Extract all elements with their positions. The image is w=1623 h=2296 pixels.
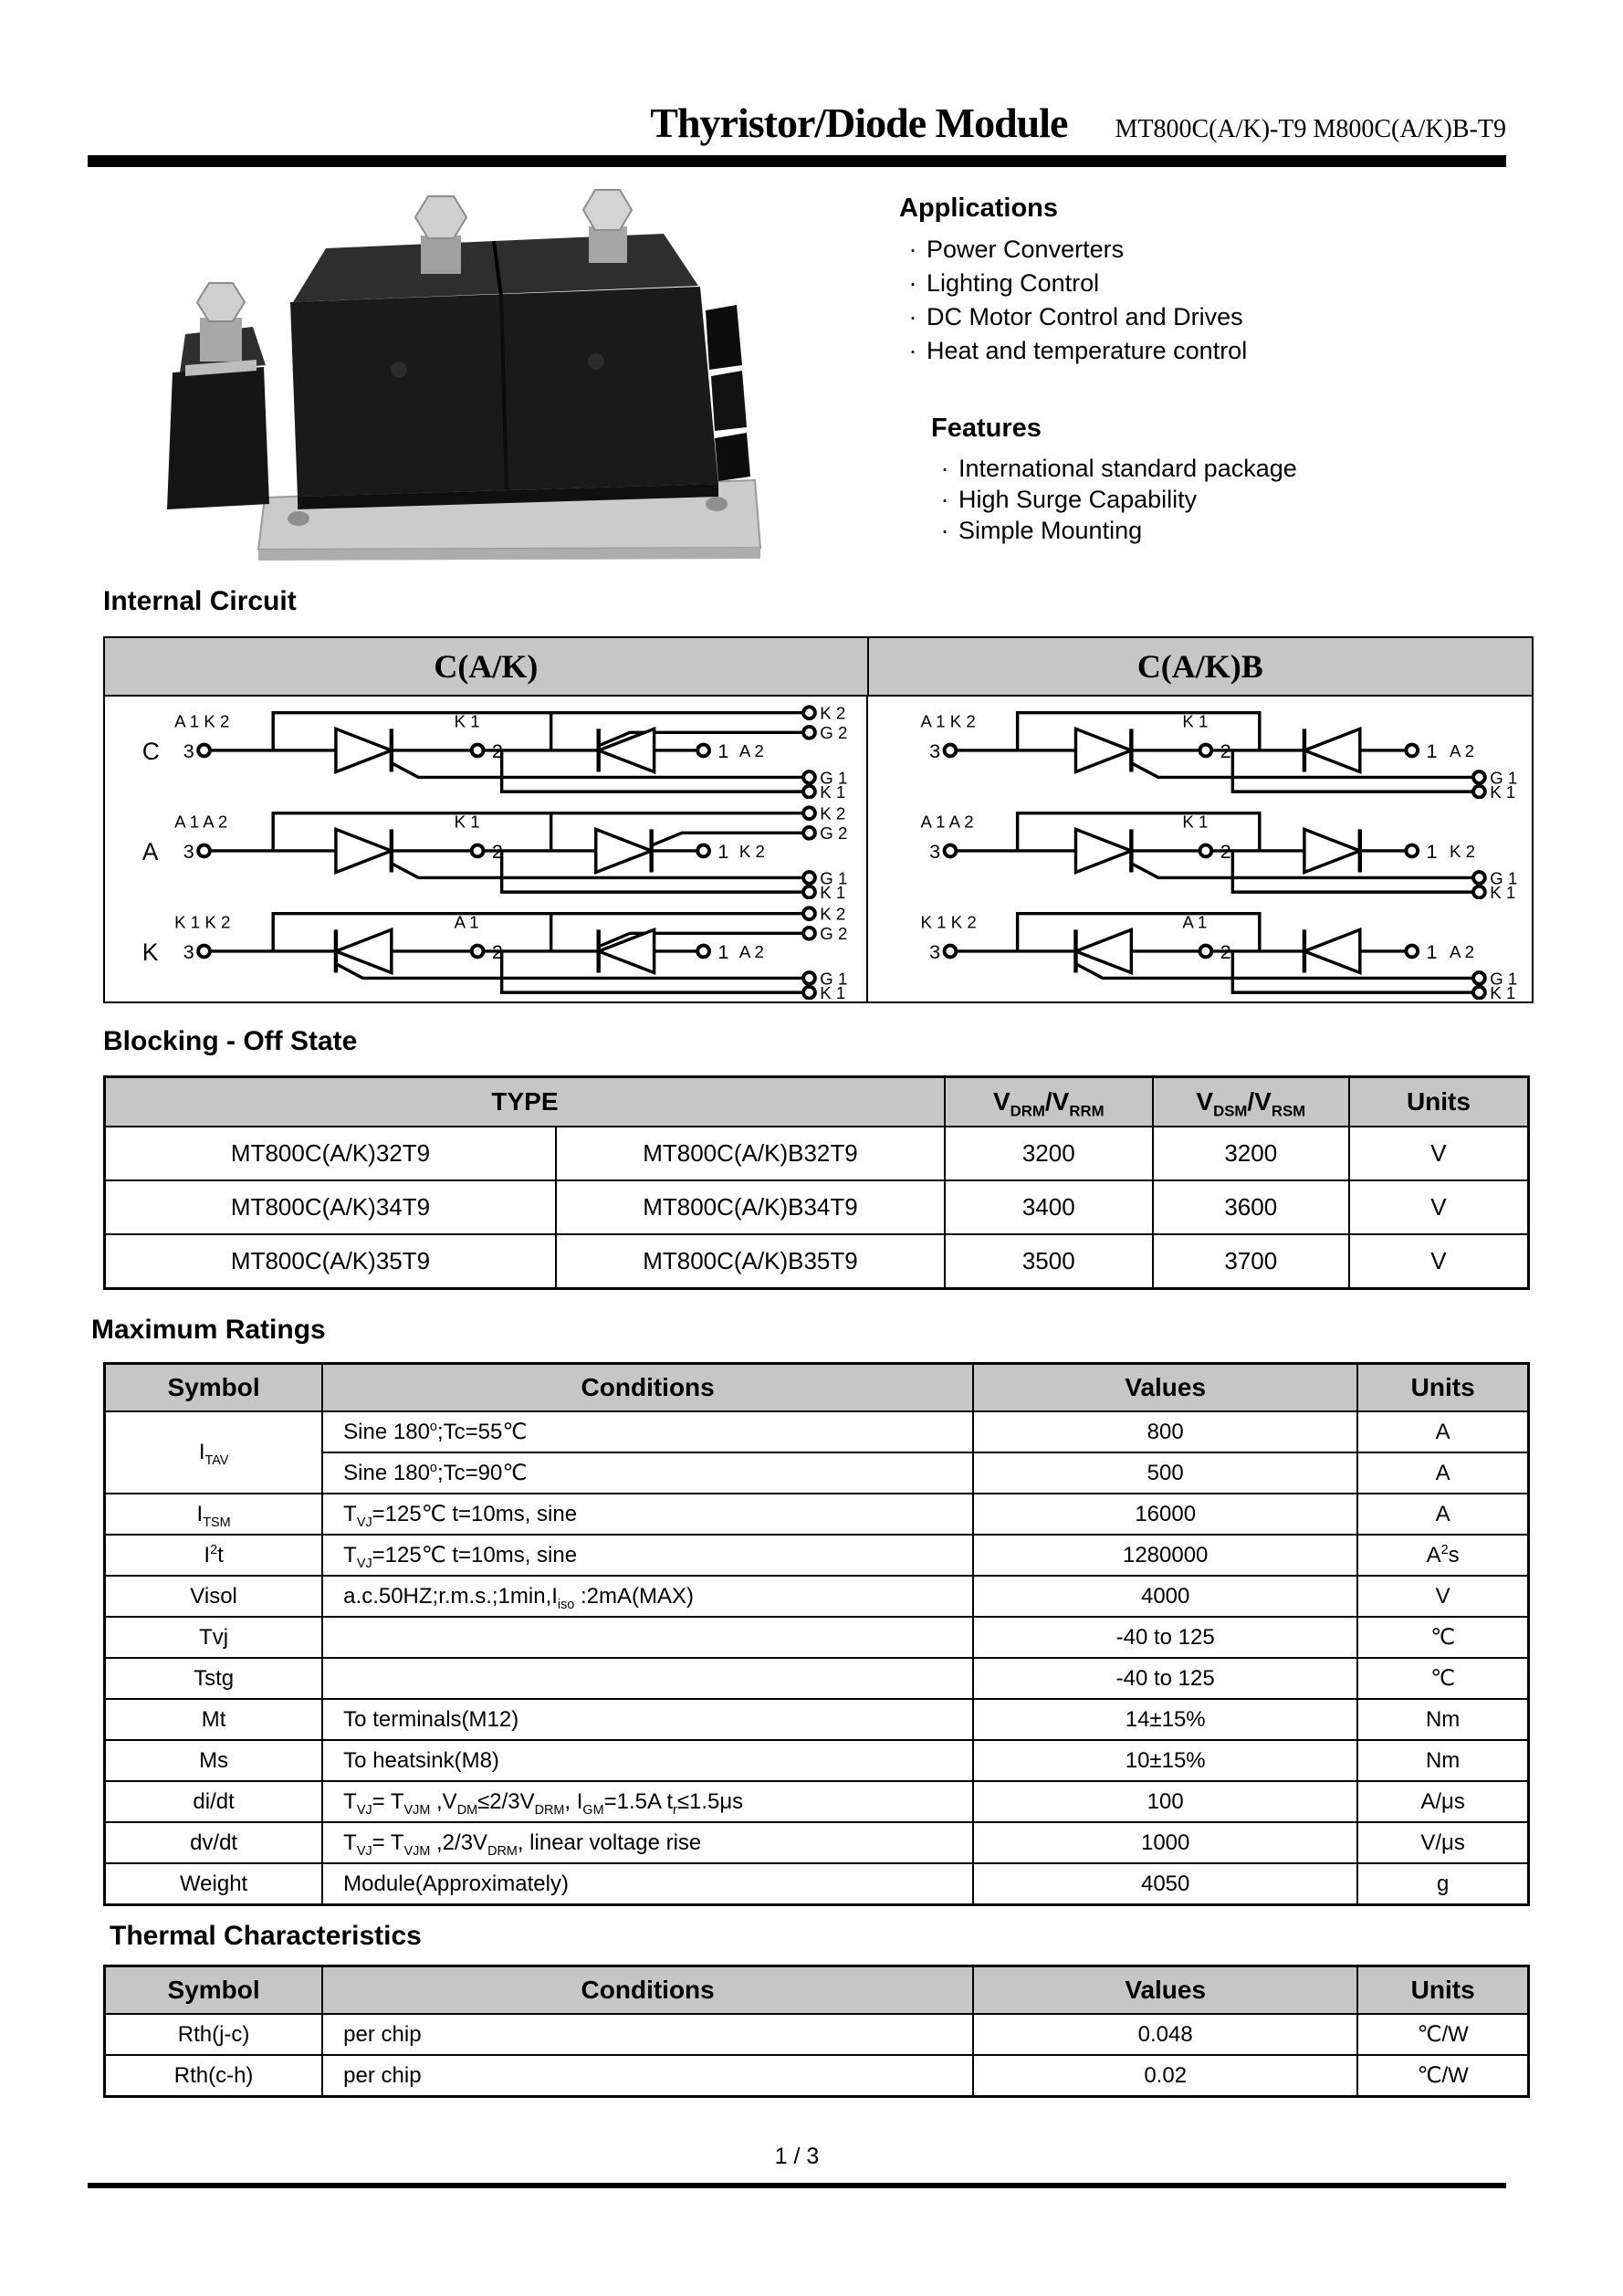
thermal-title: Thermal Characteristics	[110, 1921, 422, 1951]
condition-cell: per chip	[322, 2055, 973, 2097]
list-item-label: International standard package	[958, 455, 1297, 482]
circuit-diagram-cakb-2	[868, 799, 1532, 899]
bullet-icon: ·	[940, 486, 949, 513]
terminal-label: G 2	[820, 723, 848, 743]
column-header-units: Units	[1357, 1966, 1528, 2015]
terminal-number: 2	[491, 939, 503, 963]
unit-cell: ℃/W	[1357, 2055, 1528, 2097]
condition-cell: $a.c.50HZ;r.m.s.;1\min,I_{iso}$ :2mA(MAX)	[322, 1576, 973, 1617]
value-cell: 1280000	[973, 1535, 1357, 1576]
table-row	[105, 1863, 1529, 1905]
terminal-label: A 1 A 2	[174, 812, 228, 832]
vdsm-cell: 3700	[1153, 1234, 1349, 1289]
terminal-number: 2	[491, 739, 503, 762]
table-row	[105, 1617, 1529, 1658]
condition-cell: To heatsink(M8)	[322, 1740, 973, 1781]
list-item	[931, 515, 1538, 546]
right-fin	[706, 305, 742, 370]
value-cell: -40 to 125	[973, 1658, 1357, 1699]
terminal-label: K 2	[1450, 841, 1476, 861]
list-item-label: DC Motor Control and Drives	[927, 303, 1243, 330]
terminal-label: A 1 K 2	[920, 711, 976, 731]
page-number: 1 / 3	[774, 2144, 820, 2169]
terminal-number: 2	[1220, 839, 1231, 863]
terminal-number: 1	[1426, 939, 1438, 963]
terminal-label: K 1	[1490, 983, 1516, 1000]
circuit-diagram-cak-k	[105, 899, 863, 1000]
terminal-label: K 1 K 2	[920, 912, 977, 932]
unit-cell: g	[1357, 1863, 1528, 1905]
units-cell: V	[1349, 1234, 1529, 1289]
value-cell: 10±15%	[973, 1740, 1357, 1781]
right-fin	[715, 433, 750, 481]
type-b-cell: MT800C(A/K)B32T9	[556, 1127, 945, 1180]
condition-cell: Module(Approximately)	[322, 1863, 973, 1905]
features-title: Features	[931, 414, 1042, 443]
table-row	[105, 1535, 1529, 1576]
terminal-number: 3	[183, 939, 194, 963]
circuit-column-cak	[105, 697, 868, 1001]
symbol-cell: Tvj	[105, 1617, 323, 1658]
unit-cell: V/μs	[1357, 1822, 1528, 1863]
symbol-cell: Ms	[105, 1740, 323, 1781]
table-row	[105, 2014, 1529, 2055]
terminal-number: 2	[1220, 739, 1231, 762]
vdsm-cell: 3600	[1153, 1180, 1349, 1234]
terminal-label: A 1 K 2	[174, 711, 230, 731]
table-row	[105, 1740, 1529, 1781]
body-dimple	[391, 362, 407, 378]
list-item	[931, 453, 1538, 484]
list-item	[899, 233, 1538, 267]
terminal-number: 2	[491, 839, 503, 863]
unit-cell: $A^2s$	[1357, 1535, 1528, 1576]
condition-cell: To terminals(M12)	[322, 1699, 973, 1740]
bullet-icon: ·	[908, 303, 917, 330]
symbol-cell: Rth(c-h)	[105, 2055, 323, 2097]
list-item-label: Heat and temperature control	[927, 337, 1248, 364]
unit-cell: ℃	[1357, 1658, 1528, 1699]
circuit-column-cakb	[868, 697, 1532, 1001]
terminal-label: K 1	[454, 711, 480, 731]
bullet-icon: ·	[940, 517, 949, 544]
terminal-label: K 1	[820, 883, 846, 899]
center-post-collar	[421, 236, 461, 274]
circuit-column-header-cak: C(A/K)	[105, 638, 869, 695]
symbol-cell: Visol	[105, 1576, 323, 1617]
column-header-symbol: Symbol	[105, 1364, 323, 1412]
type-a-cell: MT800C(A/K)34T9	[105, 1180, 557, 1234]
condition-cell: $T_{VJ}=125℃$ t=10ms, sine	[322, 1535, 973, 1576]
unit-cell: Nm	[1357, 1740, 1528, 1781]
features-block	[931, 414, 1538, 546]
terminal-label: G 1	[1490, 768, 1518, 788]
terminal-label: G 1	[1490, 868, 1518, 888]
column-header-values: Values	[973, 1966, 1357, 2015]
page-title: Thyristor/Diode Module	[650, 100, 1068, 146]
terminal-number: 3	[929, 839, 941, 863]
value-cell: 1000	[973, 1822, 1357, 1863]
terminal-number: 1	[1426, 839, 1438, 863]
product-photo	[78, 183, 863, 575]
list-item	[899, 334, 1538, 368]
column-header-type: TYPE	[105, 1077, 945, 1127]
footer-rule	[88, 2183, 1506, 2188]
symbol-cell: dv/dt	[105, 1822, 323, 1863]
terminal-label: G 1	[820, 868, 848, 888]
part-numbers: MT800C(A/K)-T9 M800C(A/K)B-T9	[1115, 115, 1506, 143]
list-item-label: High Surge Capability	[958, 486, 1198, 513]
table-header-row	[105, 1364, 1529, 1412]
terminal-label: G 1	[820, 969, 848, 989]
list-item-label: Lighting Control	[927, 269, 1100, 297]
terminal-label: A 2	[738, 941, 764, 961]
condition-cell: $T_{VJ}= T_{VJM}$ $,2/3V_{DRM}$, linear voltage rise	[322, 1822, 973, 1863]
symbol-cell: $I^2t$	[105, 1535, 323, 1576]
applications-list	[899, 233, 1538, 368]
terminal-label: G 1	[820, 768, 848, 788]
blocking-table	[103, 1075, 1530, 1290]
terminal-number: 1	[1426, 739, 1438, 762]
column-header-vdrm: $V_{DRM}/V_{RRM}$	[945, 1077, 1153, 1127]
list-item-label: Power Converters	[927, 236, 1125, 263]
symbol-cell: Rth(j-c)	[105, 2014, 323, 2055]
right-fin	[711, 371, 747, 431]
row-letter: A	[141, 837, 159, 865]
table-header-row	[105, 1966, 1529, 2015]
max-ratings-title: Maximum Ratings	[91, 1315, 326, 1345]
table-row	[105, 1494, 1529, 1535]
terminal-label: K 1 K 2	[174, 912, 231, 932]
condition-cell: Sine $180^o;Tc=90℃$	[322, 1452, 973, 1494]
terminal-label: A 2	[738, 740, 764, 760]
column-header-vdsm: $V_{DSM}/V_{RSM}$	[1153, 1077, 1349, 1127]
unit-cell: ℃/W	[1357, 2014, 1528, 2055]
value-cell: 4050	[973, 1863, 1357, 1905]
terminal-number: 3	[183, 839, 194, 863]
terminal-label: A 1 A 2	[920, 812, 974, 832]
circuit-diagram-cak-a	[105, 799, 863, 899]
column-header-conditions: Conditions	[322, 1966, 973, 2015]
circuit-column-header-cakb: C(A/K)B	[1136, 648, 1263, 685]
side-column	[899, 194, 1538, 546]
thermal-table	[103, 1965, 1530, 2098]
table-row	[105, 1127, 1529, 1180]
terminal-label: A 2	[1450, 941, 1475, 961]
value-cell: 14±15%	[973, 1699, 1357, 1740]
table-row	[105, 1658, 1529, 1699]
terminal-label: K 2	[820, 803, 846, 823]
unit-cell: V	[1357, 1576, 1528, 1617]
terminal-number: 3	[929, 739, 941, 762]
table-row	[105, 2055, 1529, 2097]
table-row	[105, 1234, 1529, 1289]
header-rule	[88, 155, 1506, 167]
symbol-cell: di/dt	[105, 1781, 323, 1822]
symbol-cell: $I_{TSM}$	[105, 1494, 323, 1535]
value-cell: -40 to 125	[973, 1617, 1357, 1658]
terminal-label: G 1	[1490, 969, 1518, 989]
terminal-label: A 2	[1450, 740, 1475, 760]
mounting-hole	[288, 511, 309, 526]
circuit-diagram-cakb-1	[868, 698, 1532, 799]
left-hex-bolt	[197, 283, 245, 321]
condition-cell: Sine $180^o;Tc=55℃$	[322, 1411, 973, 1452]
terminal-number: 1	[717, 739, 729, 762]
terminal-label: A 1	[454, 912, 479, 932]
features-list	[931, 453, 1538, 546]
blocking-title: Blocking - Off State	[103, 1026, 358, 1056]
symbol-cell: Weight	[105, 1863, 323, 1905]
terminal-label: K 1	[1182, 711, 1209, 731]
bullet-icon: ·	[908, 236, 917, 263]
table-row	[105, 1781, 1529, 1822]
units-cell: V	[1349, 1180, 1529, 1234]
list-item	[931, 484, 1538, 515]
symbol-cell: $I_{TAV}$	[105, 1411, 323, 1494]
bullet-icon: ·	[940, 455, 949, 482]
terminal-label: K 1	[1182, 812, 1209, 832]
symbol-cell: Tstg	[105, 1658, 323, 1699]
internal-circuit-header	[105, 638, 1532, 697]
unit-cell: Nm	[1357, 1699, 1528, 1740]
table-row	[105, 1411, 1529, 1452]
terminal-number: 3	[183, 739, 194, 762]
column-header-conditions: Conditions	[322, 1364, 973, 1412]
table-row	[105, 1699, 1529, 1740]
terminal-label: K 2	[738, 841, 765, 861]
table-row	[105, 1822, 1529, 1863]
symbol-cell: Mt	[105, 1699, 323, 1740]
left-block-front	[167, 367, 269, 509]
bullet-icon: ·	[908, 337, 917, 364]
terminal-number: 3	[929, 939, 941, 963]
terminal-label: A 1	[1182, 912, 1208, 932]
value-cell: 0.048	[973, 2014, 1357, 2055]
type-a-cell: MT800C(A/K)32T9	[105, 1127, 557, 1180]
internal-circuit-body	[105, 697, 1532, 1001]
unit-cell: ℃	[1357, 1617, 1528, 1658]
internal-circuit-title: Internal Circuit	[103, 586, 297, 616]
header	[88, 99, 1506, 147]
table-row	[105, 1180, 1529, 1234]
condition-cell	[322, 1658, 973, 1699]
right-post-collar	[589, 226, 627, 263]
terminal-label: K 2	[820, 703, 846, 723]
max-ratings-table	[103, 1362, 1530, 1906]
center-hex-bolt	[415, 196, 466, 238]
type-b-cell: MT800C(A/K)B34T9	[556, 1180, 945, 1234]
table-header-row	[105, 1077, 1529, 1127]
internal-circuit-box	[103, 636, 1534, 1003]
value-cell: 4000	[973, 1576, 1357, 1617]
type-b-cell: MT800C(A/K)B35T9	[556, 1234, 945, 1289]
unit-cell: A	[1357, 1411, 1528, 1452]
condition-cell: $T_{VJ}= T_{VJM}$ $,V_{DM}\le 2/3V_{DRM}$, $I_{GM}=1.5A$ $t_r\le 1.5\mu s$	[322, 1781, 973, 1822]
condition-cell: per chip	[322, 2014, 973, 2055]
column-header-units: Units	[1357, 1364, 1528, 1412]
left-post	[200, 318, 242, 362]
vdrm-cell: 3400	[945, 1180, 1153, 1234]
vdrm-cell: 3200	[945, 1127, 1153, 1180]
terminal-label: G 2	[820, 823, 848, 844]
baseplate-edge	[258, 548, 760, 561]
terminal-label: G 2	[820, 924, 848, 944]
value-cell: 100	[973, 1781, 1357, 1822]
vdsm-cell: 3200	[1153, 1127, 1349, 1180]
value-cell: 0.02	[973, 2055, 1357, 2097]
type-a-cell: MT800C(A/K)35T9	[105, 1234, 557, 1289]
column-header-units: Units	[1349, 1077, 1529, 1127]
value-cell: 800	[973, 1411, 1357, 1452]
unit-cell: A/μs	[1357, 1781, 1528, 1822]
terminal-label: K 1	[1490, 782, 1516, 799]
condition-cell	[322, 1617, 973, 1658]
applications-block	[899, 194, 1538, 368]
mounting-hole	[706, 497, 728, 511]
value-cell: 500	[973, 1452, 1357, 1494]
bullet-icon: ·	[908, 269, 917, 297]
applications-title: Applications	[899, 194, 1059, 223]
table-row	[105, 1576, 1529, 1617]
terminal-label: K 1	[1490, 883, 1516, 899]
row-letter: K	[141, 938, 159, 966]
circuit-diagram-cak-c	[105, 698, 863, 799]
unit-cell: A	[1357, 1452, 1528, 1494]
right-hex-bolt	[583, 190, 632, 230]
condition-cell: $T_{VJ}=125℃$ t=10ms, sine	[322, 1494, 973, 1535]
thyristor-module-image	[78, 183, 863, 571]
list-item	[899, 300, 1538, 334]
terminal-number: 2	[1220, 939, 1231, 963]
column-header-symbol: Symbol	[105, 1966, 323, 2015]
terminal-label: K 2	[820, 904, 846, 924]
terminal-number: 1	[717, 939, 729, 963]
list-item	[899, 267, 1538, 300]
terminal-label: K 1	[820, 983, 846, 1000]
terminal-number: 1	[717, 839, 729, 863]
terminal-label: K 1	[820, 782, 846, 799]
list-item-label: Simple Mounting	[958, 517, 1143, 544]
units-cell: V	[1349, 1127, 1529, 1180]
unit-cell: A	[1357, 1494, 1528, 1535]
value-cell: 16000	[973, 1494, 1357, 1535]
row-letter: C	[141, 737, 160, 765]
vdrm-cell: 3500	[945, 1234, 1153, 1289]
body-dimple	[588, 353, 604, 370]
circuit-diagram-cakb-3	[868, 899, 1532, 1000]
column-header-values: Values	[973, 1364, 1357, 1412]
terminal-label: K 1	[454, 812, 480, 832]
